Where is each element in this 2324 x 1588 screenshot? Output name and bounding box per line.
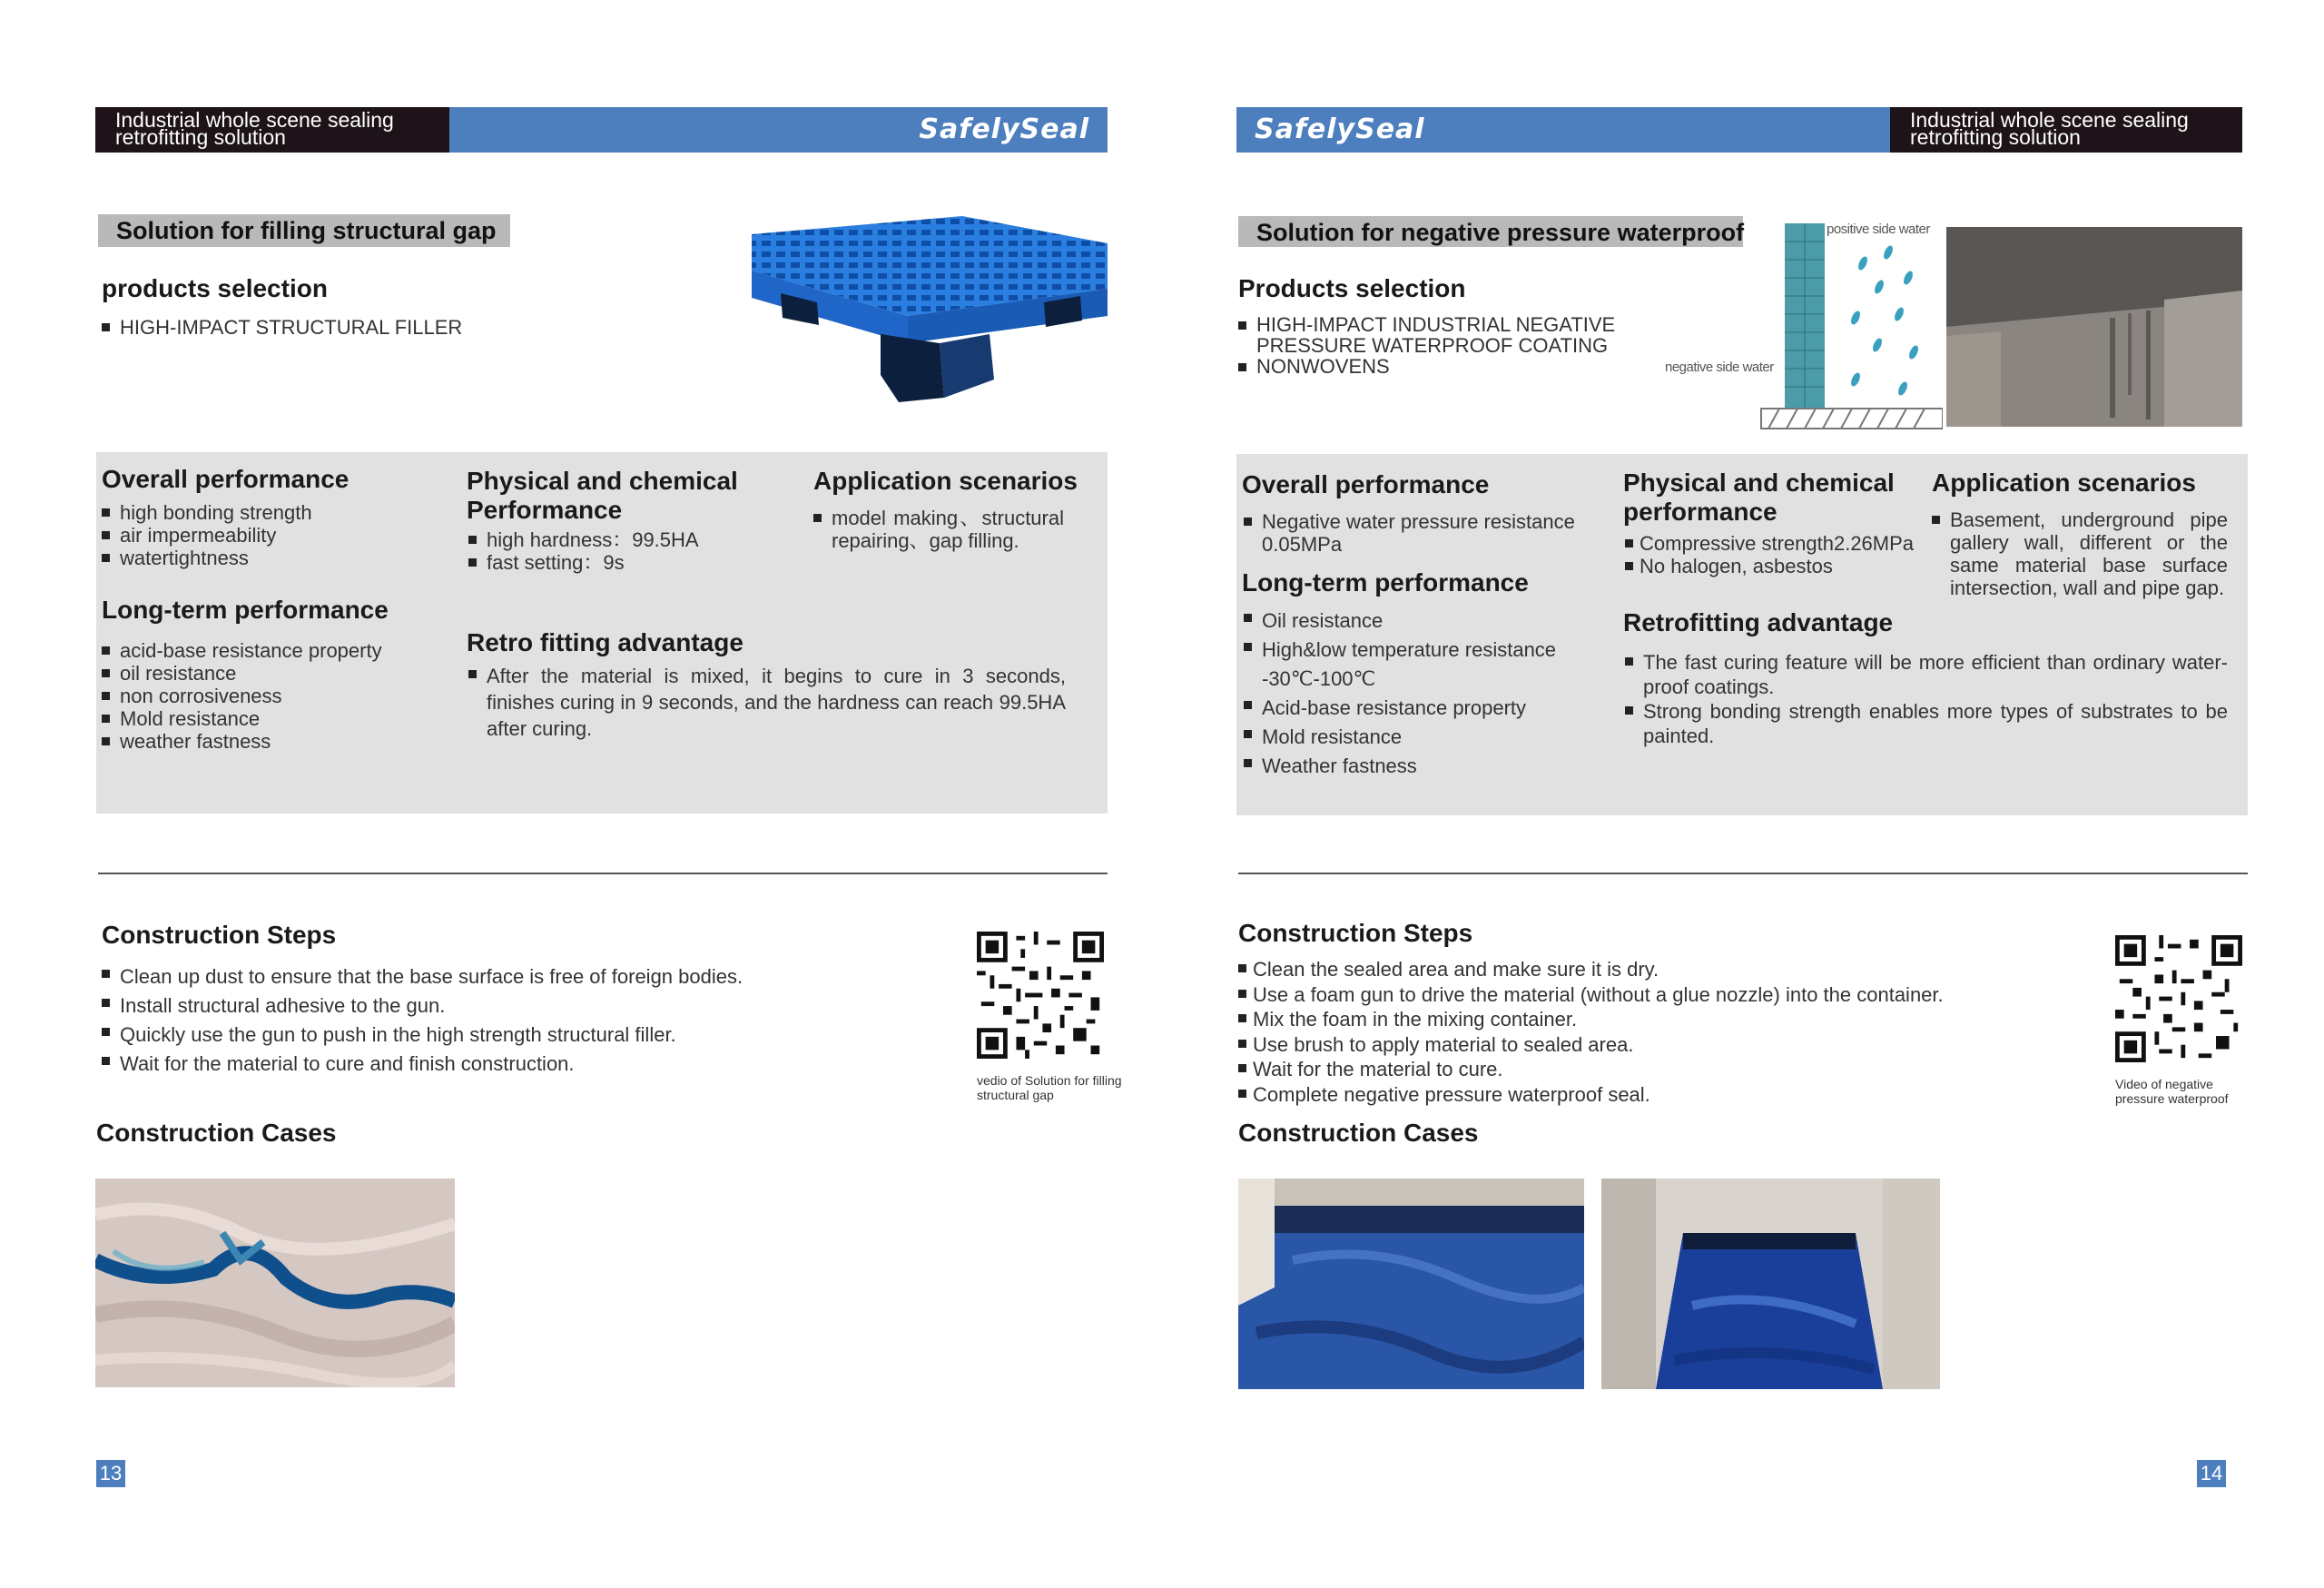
left-products-heading: products selection [102,274,328,302]
left-header-bar [449,107,1108,153]
right-products-heading: Products selection [1238,274,1466,302]
right-cases-heading: Construction Cases [1238,1119,1479,1147]
list-item: Oil resistance [1244,607,1571,636]
left-retro-heading: Retro fitting advantage [467,628,743,656]
right-longterm-heading: Long-term performance [1242,568,1529,597]
list-item: non corrosiveness [102,685,447,707]
right-products-list [1238,314,1620,377]
list-item: high hardness：99.5HA [468,528,777,551]
list-item: Use brush to apply material to sealed area. [1238,1032,2110,1058]
right-overall-heading: Overall performance [1242,470,1490,498]
right-physical-heading: Physical and chemical performance [1623,469,1895,526]
right-case-photo-1 [1238,1179,1584,1389]
right-steps-heading: Construction Steps [1238,919,1473,947]
left-header-title: Industrial whole scene sealing retrofitting solution [95,107,449,153]
left-case-photo [95,1179,455,1387]
right-qr-caption: Video of negative pressure waterproof [2115,1077,2229,1106]
right-divider [1238,873,2248,874]
left-page-number: 13 [96,1460,125,1487]
list-item: model making、structural repairing、gap filling. [813,507,1064,552]
list-item: High&low temperature resistance -30℃-100℃ [1244,636,1571,694]
right-header-title: Industrial whole scene sealing retrofitting solution [1890,107,2242,153]
list-item: HIGH-IMPACT STRUCTURAL FILLER [102,316,646,339]
list-item: Acid-base resistance property [1244,694,1571,723]
list-item: Compressive strength2.26MPa [1625,532,1925,555]
list-item: Install structural adhesive to the gun. [102,991,919,1021]
right-overall-list [1244,510,1589,556]
right-header-bar [1236,107,1890,153]
list-item: Negative water pressure resistance 0.05MPa [1244,510,1589,556]
positive-side-label: positive side water [1827,222,1930,237]
basement-photo [1946,227,2242,427]
left-products-list [102,316,646,339]
right-case-photo-2 [1601,1179,1940,1389]
right-application-heading: Application scenarios [1932,469,2196,497]
left-cases-heading: Construction Cases [96,1119,337,1147]
list-item: Wait for the material to cure. [1238,1057,2110,1082]
list-item: fast setting：9s [468,551,777,574]
waterproof-diagram [1661,216,1943,434]
right-retro-list [1625,650,2228,748]
left-qr-code[interactable] [977,932,1104,1059]
left-steps-heading: Construction Steps [102,921,337,949]
left-overall-heading: Overall performance [102,465,350,493]
list-item: weather fastness [102,730,447,753]
list-item: Mold resistance [102,707,447,730]
left-overall-list [102,501,447,569]
list-item: Basement, underground pipe gallery wall, different or the same material base surface intersection, wall and pipe gap. [1932,508,2228,599]
pallet-image [744,216,1108,407]
list-item: Clean the sealed area and make sure it is dry. [1238,957,2110,982]
right-page-number: 14 [2197,1460,2226,1487]
list-item: Strong bonding strength enables more types of substrates to be painted. [1625,699,2228,748]
list-item: high bonding strength [102,501,447,524]
left-retro-list [468,663,1066,742]
brand-logo: SafelySeal [919,113,1089,145]
left-divider [98,873,1108,874]
list-item: No halogen, asbestos [1625,555,1925,577]
left-longterm-list [102,639,447,753]
list-item: Quickly use the gun to push in the high strength structural filler. [102,1021,919,1050]
list-item: The fast curing feature will be more efficient than ordinary water-proof coatings. [1625,650,2228,699]
list-item: Mix the foam in the mixing container. [1238,1007,2110,1032]
right-qr-code[interactable] [2115,935,2242,1062]
right-retro-heading: Retrofitting advantage [1623,608,1894,636]
left-application-heading: Application scenarios [813,467,1078,495]
negative-side-label: negative side water [1665,360,1774,375]
list-item: acid-base resistance property [102,639,447,662]
left-section-tag: Solution for filling structural gap [98,214,510,247]
left-steps-list [102,962,919,1079]
left-physical-heading: Physical and chemical Performance [467,467,738,524]
list-item: After the material is mixed, it begins to cure in 3 seconds, finishes curing in 9 seconds, and the hardness can reach 99.5HA after curing. [468,663,1066,742]
right-section-tag: Solution for negative pressure waterproof [1238,216,1743,247]
right-longterm-list [1244,607,1571,781]
left-application-list [813,507,1064,552]
list-item: oil resistance [102,662,447,685]
right-steps-list [1238,957,2110,1107]
list-item: Complete negative pressure waterproof seal. [1238,1082,2110,1108]
left-qr-caption: vedio of Solution for filling structural gap [977,1073,1122,1102]
list-item: HIGH-IMPACT INDUSTRIAL NEGATIVE PRESSURE WATERPROOF COATING [1238,314,1620,356]
brand-logo: SafelySeal [1255,113,1425,145]
left-physical-list [468,528,777,574]
right-application-list [1932,508,2228,599]
left-longterm-heading: Long-term performance [102,596,389,624]
list-item: Wait for the material to cure and finish construction. [102,1050,919,1079]
list-item: NONWOVENS [1238,356,1620,377]
list-item: Mold resistance [1244,723,1571,752]
list-item: Weather fastness [1244,752,1571,781]
list-item: Clean up dust to ensure that the base surface is free of foreign bodies. [102,962,919,991]
list-item: watertightness [102,547,447,569]
list-item: Use a foam gun to drive the material (without a glue nozzle) into the container. [1238,982,2110,1008]
right-physical-list [1625,532,1925,577]
list-item: air impermeability [102,524,447,547]
